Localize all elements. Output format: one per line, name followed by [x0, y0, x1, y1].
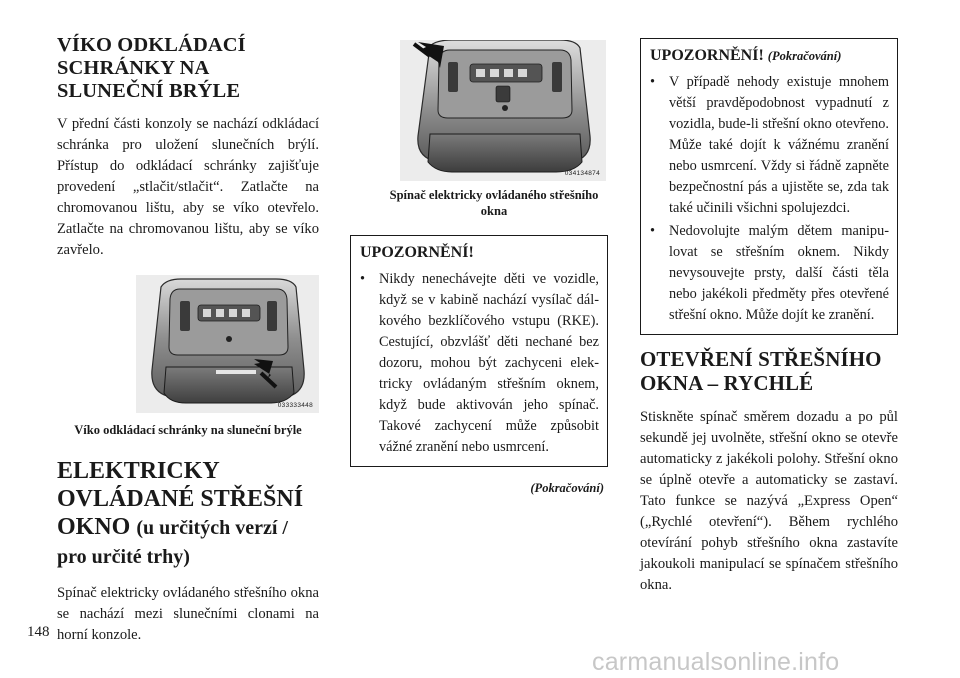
figure-sunroof-switch: [400, 40, 606, 181]
overhead-console-illustration: [136, 275, 319, 413]
warning-title-continued-label: (Pokračování): [767, 49, 842, 63]
warning-item: • Nedovolujte malým dětem manipulovat se střešním oknem. Nikdy nevysouvejte prsty, další části těla nebo jakékoli předměty přes otevřené střešní okno. Může dojít ke zranění.: [650, 223, 889, 323]
paragraph-sunglass-bin: V přední části konzoly se nachází odkládací schránka pro uložení slunečních brýlí. Přístup do odkládací schránky zajišťuje provedení „stlačit/stlačit“. Zatlačte na chromovanou lištu, aby se víko otevřelo. Zatlačte na chromovanou lištu, aby se víko zavřelo.: [57, 116, 319, 258]
warning-title: UPOZORNĚNÍ!: [360, 244, 474, 261]
warning-box-rke: [350, 235, 608, 467]
page-number: 148: [27, 624, 50, 640]
sunroof-switch-illustration: [400, 40, 606, 181]
heading-power-sunroof-sub: (u určitých verzí / pro určité trhy): [57, 517, 288, 568]
warning-item: • Nikdy nenechávejte děti ve vozidle, když se v kabině nachází vysílač dálkového bezklíčového vstupu (RKE). Cestující, obzvlášť děti nechané bez dozoru, mohou být zachyceni elektricky ovládaným střešním oknem, když bude aktivován jeho spínač. Takové zachycení může způsobit vážné zranění nebo usmrcení.: [360, 271, 599, 455]
heading-power-sunroof-main: ELEKTRICKY OVLÁDANÉ STŘEŠNÍ OKNO: [57, 458, 304, 540]
caption-sunglass-bin: Víko odkládací schránky na sluneční brýle: [74, 423, 302, 437]
caption-sunroof-switch: Spínač elektricky ovládaného střešního okna: [389, 188, 599, 218]
heading-express-open: OTEVŘENÍ STŘEŠNÍHO OKNA – RYCHLÉ: [640, 347, 882, 395]
column-left: [57, 0, 319, 646]
warning-list: [650, 72, 889, 326]
column-middle: [350, 0, 608, 496]
continued-note: (Pokračování): [530, 481, 604, 495]
paragraph-power-sunroof: Spínač elektricky ovládaného střešního okna se nachází mezi slunečními clonami na horní konzole.: [57, 585, 319, 643]
heading-power-sunroof: [57, 457, 319, 571]
watermark: carmanualsonline.info: [592, 648, 840, 676]
column-right: [640, 0, 898, 596]
heading-sunglass-bin: VÍKO ODKLÁDACÍ SCHRÁNKY NA SLUNEČNÍ BRÝLE: [57, 34, 246, 102]
figure-sunglass-bin: [136, 275, 319, 413]
figure-code: 034134874: [564, 170, 600, 177]
warning-title-continued: UPOZORNĚNÍ! (Pokračování): [650, 47, 842, 64]
warning-list: [360, 269, 599, 458]
figure-code: 033333448: [277, 402, 313, 409]
warning-box-continued: [640, 38, 898, 335]
paragraph-express-open: Stiskněte spínač směrem dozadu a po půl sekundě jej uvolněte, střešní okno se otevře automaticky z jakékoli polohy. Střešní okno se úplně otevře a automaticky se zastaví. Tato funkce se nazývá „Express Open“ („Rychlé otevření“). Během rychlého otevírání pohyb střešního okna zastavíte jakoukoli manipulací se spínačem střešního okna.: [640, 409, 898, 593]
warning-item: • V případě nehody existuje mnohem větší pravděpodobnost vypadnutí z vozidla, bude-li střešní okno otevřeno. Může také dojít k vážnému zranění nebo usmrcení. Vždy si řádně zapněte bezpečnostní pás a ujistěte se, zda tak také učinili všichni spolujezdci.: [650, 74, 889, 216]
